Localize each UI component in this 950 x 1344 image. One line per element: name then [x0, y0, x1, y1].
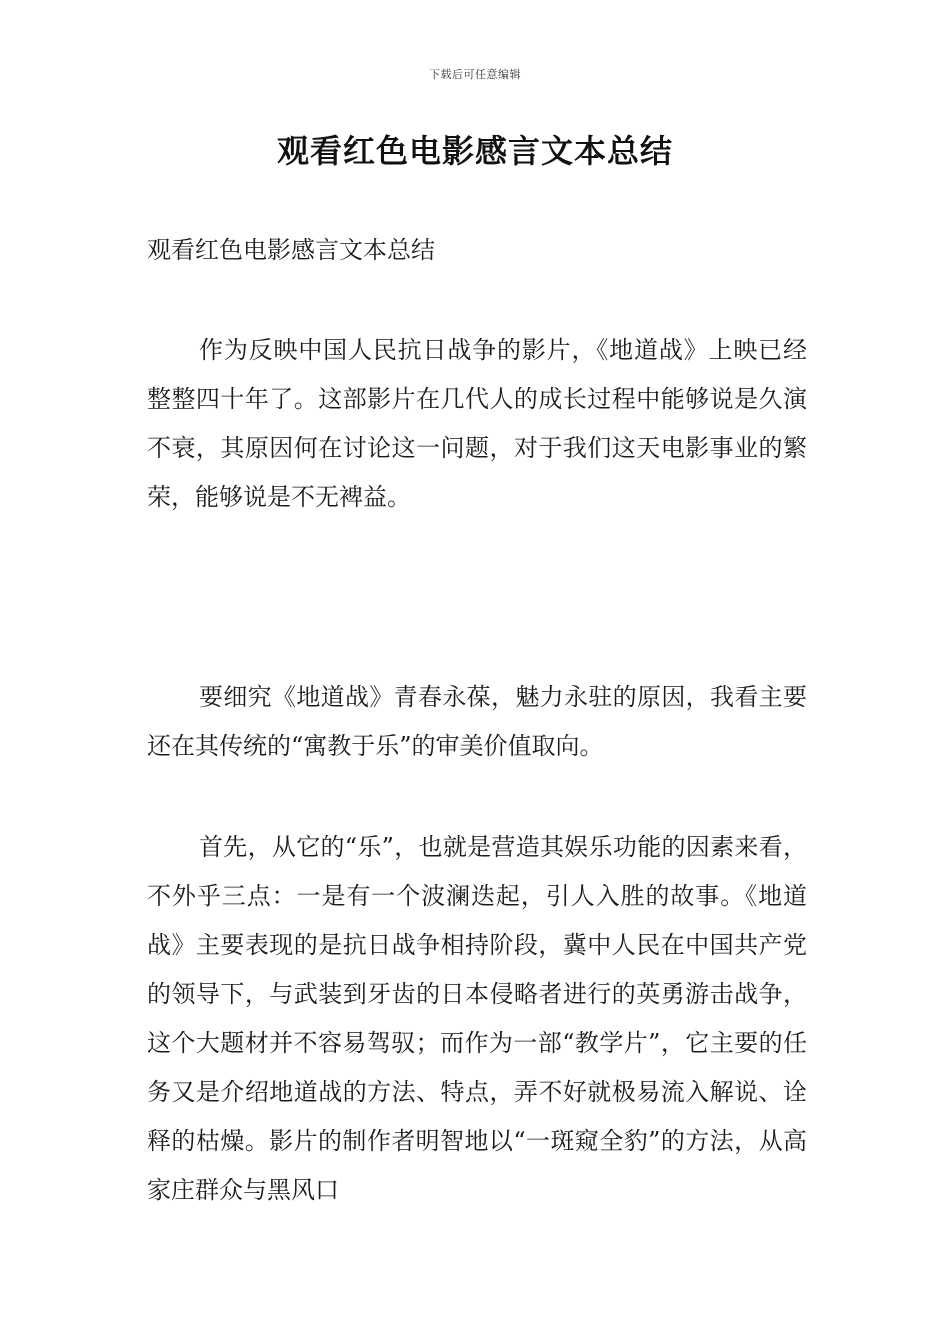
- paragraph: 要细究《地道战》青春永葆，魅力永驻的原因，我看主要还在其传统的“寓教于乐”的审美价值取向。: [147, 683, 807, 760]
- document-title: 观看红色电影感言文本总结: [276, 132, 673, 170]
- document-subtitle: 观看红色电影感言文本总结: [147, 236, 435, 264]
- paragraph: 作为反映中国人民抗日战争的影片，《地道战》上映已经整整四十年了。这部影片在几代人的成长过程中能够说是久演不衰，其原因何在讨论这一问题，对于我们这天电影事业的繁荣，能够说是不无裨益。: [147, 336, 807, 511]
- header-note: 下载后可任意编辑: [429, 68, 521, 81]
- paragraph: 首先，从它的“乐”，也就是营造其娱乐功能的因素来看，不外乎三点：一是有一个波澜迭起，引人入胜的故事。《地道战》主要表现的是抗日战争相持阶段，冀中人民在中国共产党的领导下，与武装到牙齿的日本侵略者进行的英勇游击战争，这个大题材并不容易驾驭；而作为一部“教学片”，它主要的任务又是介绍地道战的方法、特点，弄不好就极易流入解说、诠释的枯燥。影片的制作者明智地以“一斑窥全豹”的方法，从高家庄群众与黑风口: [147, 833, 807, 1204]
